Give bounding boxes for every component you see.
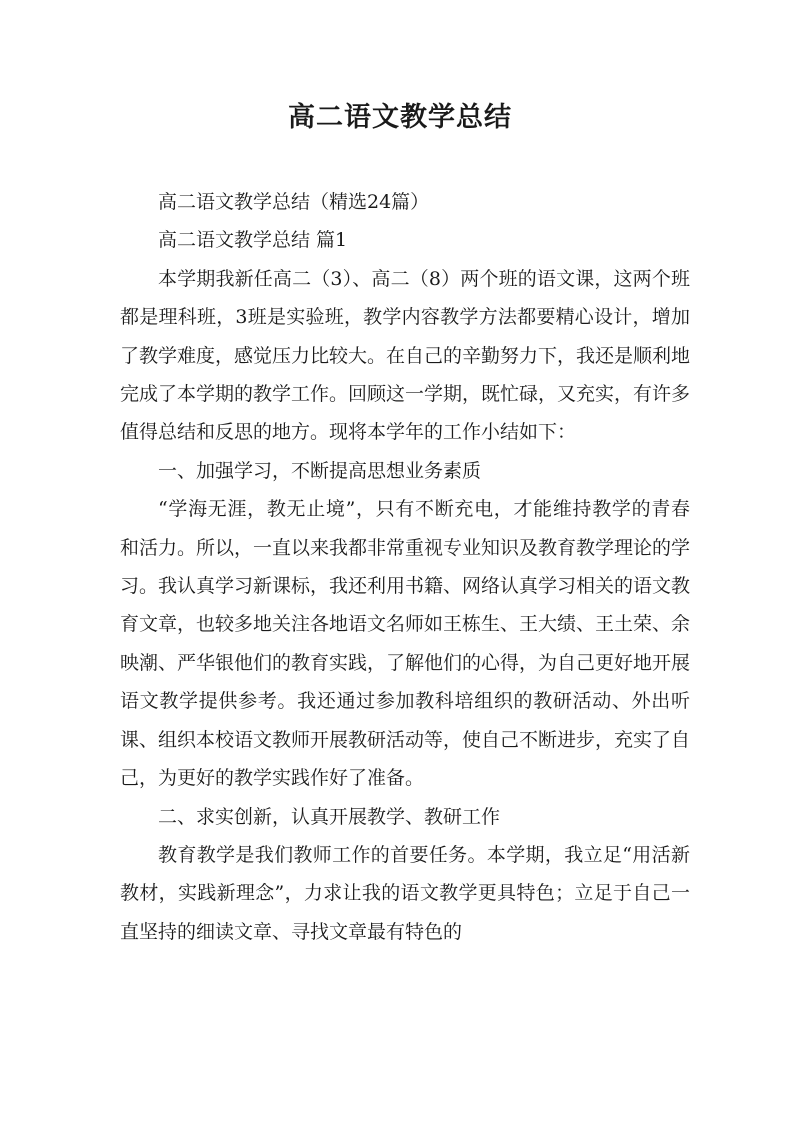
document-title: 高二语文教学总结 <box>288 102 512 133</box>
paragraph-heading-1: 一、加强学习，不断提高思想业务素质 <box>158 459 482 482</box>
paragraph-heading-2: 二、求实创新，认真开展教学、教研工作 <box>158 805 501 828</box>
paragraph-subtitle: 高二语文教学总结（精选24篇） <box>158 191 430 213</box>
document-body <box>120 183 690 951</box>
paragraph-section-heading: 高二语文教学总结 篇1 <box>158 229 348 252</box>
paragraph-intro: 本学期我新任高二（3）、高二（8）两个班的语文课，这两个班都是理科班，3班是实验班，教学内容教学方法都要精心设计，增加了教学难度，感觉压力比较大。在自己的辛勤努力下，我还是顺利地完成了本学期的教学工作。回顾这一学期，既忙碌，又充实，有许多值得总结和反思的地方。现将本学年的工作小结如下： <box>120 267 691 444</box>
paragraph-teaching: 教育教学是我们教师工作的首要任务。本学期，我立足“用活新教材，实践新理念”，力求让我的语文教学更具特色；立足于自己一直坚持的细读文章、寻找文章最有特色的 <box>120 843 690 943</box>
paragraph-study: “学海无涯，教无止境”，只有不断充电，才能维持教学的青春和活力。所以，一直以来我都非常重视专业知识及教育教学理论的学习。我认真学习新课标，我还利用书籍、网络认真学习相关的语文教育文章，也较多地关注各地语文名师如王栋生、王大绩、王土荣、余映潮、严华银他们的教育实践，了解他们的心得，为自己更好地开展语文教学提供参考。我还通过参加教科培组织的教研活动、外出听课、组织本校语文教师开展教研活动等，使自己不断进步，充实了自己，为更好的教学实践作好了准备。 <box>120 498 691 790</box>
